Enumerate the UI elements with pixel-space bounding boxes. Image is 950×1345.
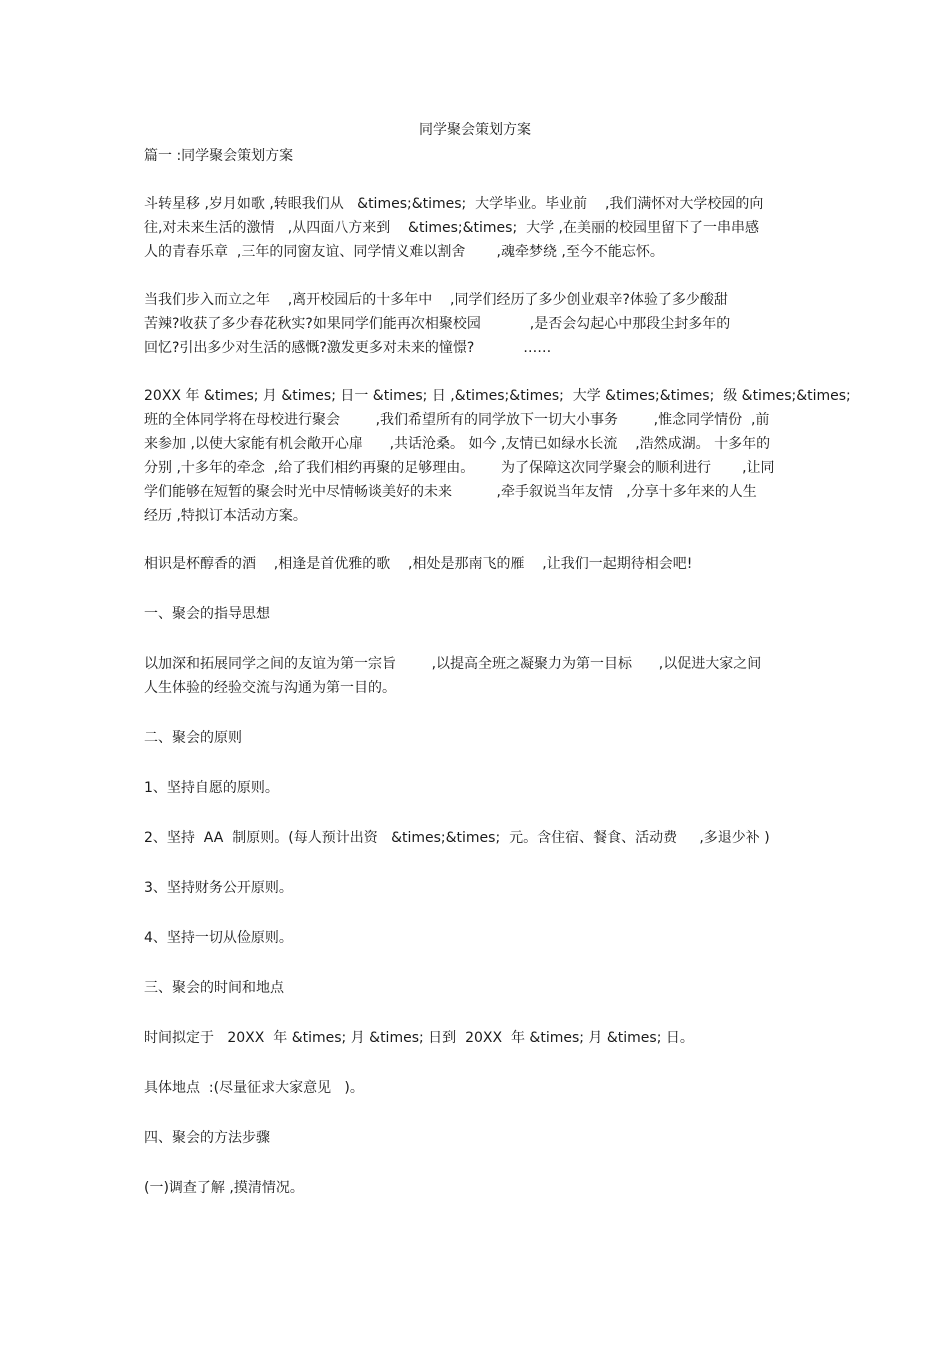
text-line: 经历 ,特拟订本活动方案。	[144, 508, 307, 524]
document-title: 同学聚会策划方案	[419, 122, 531, 138]
document-body	[144, 144, 851, 1200]
text-line: 班的全体同学将在母校进行聚会 ,我们希望所有的同学放下一切大小事务 ,惟念同学情份 ,前	[144, 412, 770, 428]
text-line: 来参加 ,以使大家能有机会敞开心扉 ,共话沧桑。 如今 ,友情已如绿水长流 ,浩然成湖。 十多年的	[144, 436, 771, 452]
section-heading: 三、聚会的时间和地点	[144, 980, 284, 996]
text-line: 斗转星移 ,岁月如歌 ,转眼我们从 &times;&times; 大学毕业。毕业前 ,我们满怀对大学校园的向	[144, 196, 764, 212]
text-line: 分别 ,十多年的牵念 ,给了我们相约再聚的足够理由。 为了保障这次同学聚会的顺利进行 ,让同	[144, 460, 775, 476]
text-line: 以加深和拓展同学之间的友谊为第一宗旨 ,以提高全班之凝聚力为第一目标 ,以促进大家之间	[144, 656, 762, 672]
text-line: 人的青春乐章 ,三年的同窗友谊、同学情义难以割舍 ,魂牵梦绕 ,至今不能忘怀。	[144, 244, 664, 260]
text-line: 往,对未来生活的激情 ,从四面八方来到 &times;&times; 大学 ,在美丽的校园里留下了一串串感	[144, 220, 759, 236]
paragraph-motto: 相识是杯醇香的酒 ,相逢是首优雅的歌 ,相处是那南飞的雁 ,让我们一起期待相会吧!	[144, 556, 693, 572]
text-line: 20XX 年 &times; 月 &times; 日一 &times; 日 ,&times;&times; 大学 &times;&times; 级 &times;&times;	[144, 388, 851, 404]
paragraph-guiding-idea	[144, 652, 812, 700]
paragraph-reflection	[144, 288, 812, 360]
principle-item: 4、坚持一切从俭原则。	[144, 930, 293, 946]
place-line: 具体地点 :(尽量征求大家意见 )。	[144, 1080, 364, 1096]
text-line: 学们能够在短暂的聚会时光中尽情畅谈美好的未来 ,牵手叙说当年友情 ,分享十多年来的人生	[144, 484, 757, 500]
text-line: 回忆?引出多少对生活的感慨?激发更多对未来的憧憬? ……	[144, 340, 552, 356]
section-heading: 四、聚会的方法步骤	[144, 1130, 270, 1146]
paragraph-event	[144, 384, 851, 528]
principle-item: 3、坚持财务公开原则。	[144, 880, 293, 896]
section-heading: 二、聚会的原则	[144, 730, 242, 746]
step-item: (一)调查了解 ,摸清情况。	[144, 1180, 304, 1196]
principle-item: 2、坚持 AA 制原则。(每人预计出资 &times;&times; 元。含住宿、餐食、活动费 ,多退少补 )	[144, 830, 770, 846]
principle-item: 1、坚持自愿的原则。	[144, 780, 279, 796]
text-line: 苦辣?收获了多少春花秋实?如果同学们能再次相聚校园 ,是否会勾起心中那段尘封多年的	[144, 316, 731, 332]
text-line: 当我们步入而立之年 ,离开校园后的十多年中 ,同学们经历了多少创业艰辛?体验了多少酸甜	[144, 292, 728, 308]
text-line: 人生体验的经验交流与沟通为第一目的。	[144, 680, 396, 696]
paragraph-intro	[144, 192, 812, 264]
chapter-heading: 篇一 :同学聚会策划方案	[144, 148, 294, 164]
section-heading: 一、聚会的指导思想	[144, 606, 270, 622]
time-line: 时间拟定于 20XX 年 &times; 月 &times; 日到 20XX 年 &times; 月 &times; 日。	[144, 1030, 694, 1046]
